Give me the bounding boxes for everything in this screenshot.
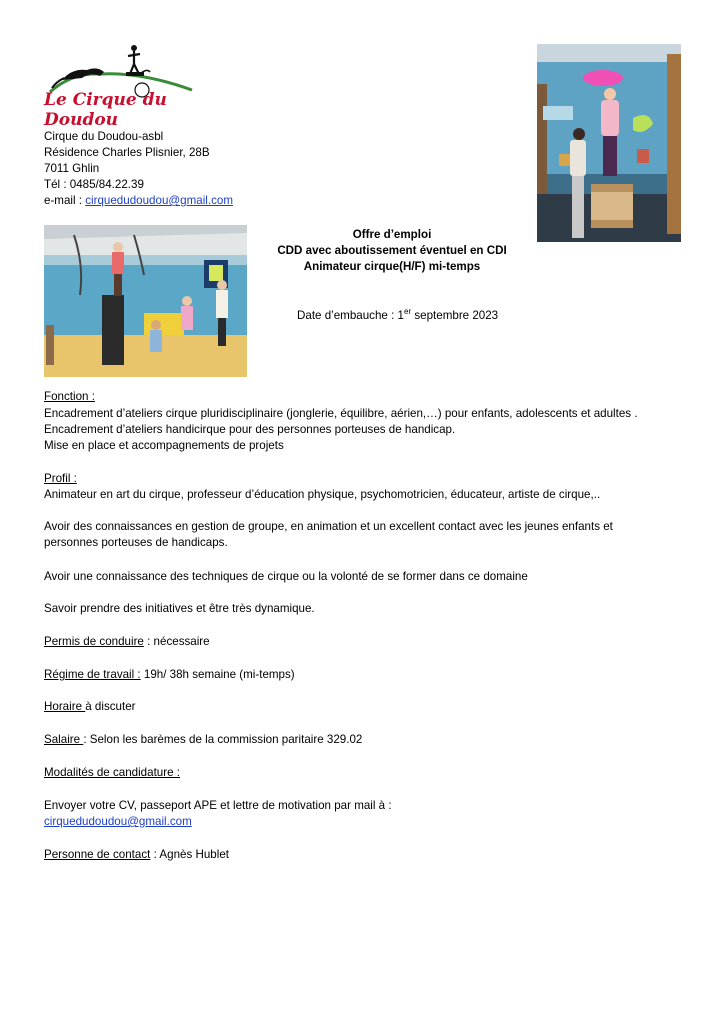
- salaire-value: : Selon les barèmes de la commission paritaire 329.02: [83, 733, 363, 746]
- regime-value: 19h/ 38h semaine (mi-temps): [140, 668, 295, 681]
- contact-label: Personne de contact: [44, 848, 151, 861]
- profil-heading: Profil :: [44, 472, 77, 485]
- email-line: [44, 193, 233, 209]
- phone: Tél : 0485/84.22.39: [44, 178, 144, 191]
- modalites-email-link[interactable]: cirquedudoudou@gmail.com: [44, 815, 192, 828]
- hire-date-suffix: septembre 2023: [411, 309, 499, 322]
- hire-date-sup: er: [404, 307, 412, 317]
- photo-child-on-wooden-spool: [537, 44, 681, 242]
- profil-paragraph-2: Avoir une connaissance des techniques de cirque ou la volonté de se former dans ce domaine: [44, 570, 528, 583]
- horaire-line: [44, 699, 136, 715]
- modalites-heading: Modalités de candidature :: [44, 766, 180, 779]
- email-label: e-mail :: [44, 194, 86, 207]
- photo-children-gym: [44, 225, 247, 377]
- profil-paragraph-3: Savoir prendre des initiatives et être très dynamique.: [44, 602, 315, 615]
- hire-date: [297, 308, 498, 324]
- offer-title: Offre d’emploi: [352, 228, 432, 241]
- profil-paragraph-1: Avoir des connaissances en gestion de groupe, en animation et un excellent contact avec les jeunes enfants et personnes porteuses de handicaps.: [44, 520, 613, 549]
- horaire-label: Horaire: [44, 700, 86, 713]
- permis-label: Permis de conduire: [44, 635, 144, 648]
- regime-label: Régime de travail :: [44, 668, 141, 681]
- fonction-line-2: Encadrement d’ateliers handicirque pour des personnes porteuses de handicap.: [44, 423, 456, 436]
- fonction-line-3: Mise en place et accompagnements de projets: [44, 439, 284, 452]
- fonction-heading: Fonction :: [44, 390, 95, 403]
- horaire-value: à discuter: [85, 700, 136, 713]
- regime-line: [44, 667, 295, 683]
- salaire-label: Salaire: [44, 733, 84, 746]
- logo: [42, 42, 200, 130]
- permis-line: [44, 634, 210, 650]
- offer-contract: CDD avec aboutissement éventuel en CDI: [277, 244, 507, 257]
- permis-value: : nécessaire: [143, 635, 210, 648]
- logo-text: Le Cirque du Doudou: [44, 90, 167, 130]
- offer-position: Animateur cirque(H/F) mi-temps: [303, 260, 481, 273]
- profil-line: Animateur en art du cirque, professeur d’éducation physique, psychomotricien, éducateur, artiste de cirque,..: [44, 488, 601, 501]
- address-city: 7011 Ghlin: [44, 162, 100, 175]
- fonction-line-1: Encadrement d’ateliers cirque pluridisciplinaire (jonglerie, équilibre, aérien,…) pour enfants, adolescents et adultes .: [44, 407, 638, 420]
- contact-line: [44, 847, 229, 863]
- contact-value: : Agnès Hublet: [150, 848, 229, 861]
- email-link[interactable]: cirquedudoudou@gmail.com: [85, 194, 233, 207]
- salaire-line: [44, 732, 362, 748]
- org-name: Cirque du Doudou-asbl: [44, 130, 164, 143]
- address-street: Résidence Charles Plisnier, 28B: [44, 146, 210, 159]
- hire-date-prefix: Date d’embauche : 1: [297, 309, 404, 322]
- modalites-text: Envoyer votre CV, passeport APE et lettre de motivation par mail à :: [44, 799, 392, 812]
